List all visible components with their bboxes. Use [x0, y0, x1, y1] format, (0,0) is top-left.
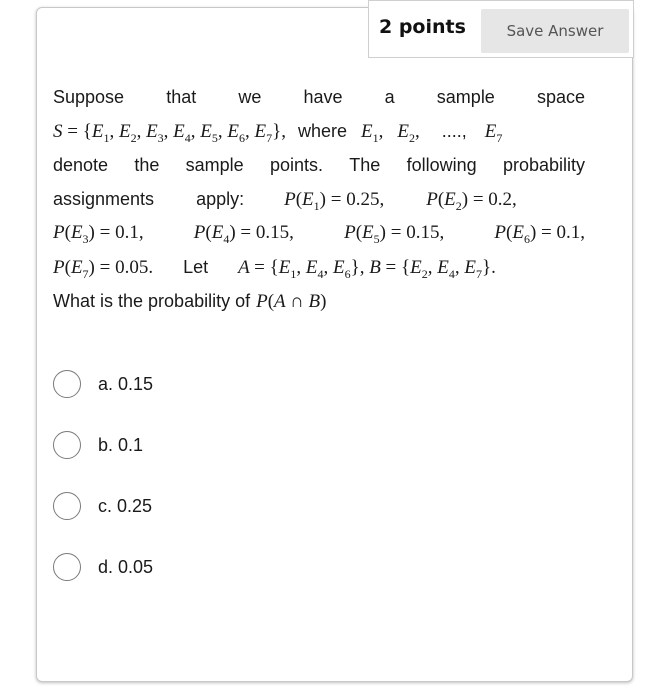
word: What is the probability of: [53, 291, 251, 311]
prob-e4: $P(E_4) = 0.15$,: [193, 222, 294, 246]
prob-e3: $P(E_3) = 0.1$,: [53, 222, 144, 246]
word: denote: [53, 155, 109, 175]
answer-options: [53, 365, 153, 609]
ellipsis: ....,: [441, 121, 467, 141]
save-answer-button[interactable]: Save Answer: [481, 9, 629, 53]
word: where: [297, 121, 348, 141]
target-formula: P(A ∩ B): [256, 291, 327, 312]
word: have: [303, 87, 343, 107]
word: a: [384, 87, 395, 107]
option-label: d. 0.05: [98, 556, 154, 577]
prob-e1: $P(E_1) = 0.25$,: [284, 189, 385, 213]
word: following: [406, 155, 477, 175]
word: points.: [269, 155, 324, 175]
sample-space-formula: $S = \{E_1$, $E_2$, $E_3$, $E_4$, $E_5$, $E_6$, $E_7$},: [53, 121, 286, 145]
option-label: a. 0.15: [98, 373, 154, 394]
radio-button[interactable]: [53, 492, 81, 520]
points-label: 2 points: [379, 16, 466, 38]
word: sample: [185, 155, 244, 175]
question-header: [368, 0, 634, 58]
option-d[interactable]: [53, 548, 153, 586]
prob-e7: $P(E_7) = 0.05$.: [53, 257, 154, 281]
question-line-1: [53, 80, 585, 114]
word: apply:: [196, 189, 245, 209]
radio-button[interactable]: [53, 431, 81, 459]
word: The: [349, 155, 381, 175]
sets-formula: $A = \{E_1$, $E_4$, $E_6$}, $B = \{E_2$, $E_4$, $E_7$}.: [238, 257, 496, 281]
word: Suppose: [53, 87, 125, 107]
prob-e6: $P(E_6) = 0.1$,: [494, 222, 585, 246]
word: Let: [183, 257, 209, 277]
question-text: [53, 80, 585, 318]
word: that: [166, 87, 197, 107]
word: assignments: [53, 189, 155, 209]
option-c[interactable]: [53, 487, 153, 525]
option-b[interactable]: [53, 426, 153, 464]
question-line-2: [53, 114, 585, 148]
option-a[interactable]: [53, 365, 153, 403]
math-e7: $E_7$: [484, 121, 503, 145]
option-label: c. 0.25: [98, 495, 153, 516]
math-e1: $E_1$,: [361, 121, 384, 145]
word: probability: [502, 155, 585, 175]
prob-e2: $P(E_2) = 0.2$,: [426, 189, 517, 213]
word: sample: [436, 87, 495, 107]
word: we: [238, 87, 262, 107]
question-line-7: [53, 284, 585, 318]
option-label: b. 0.1: [98, 434, 144, 455]
prob-e5: $P(E_5) = 0.15$,: [344, 222, 445, 246]
word: space: [536, 87, 585, 107]
question-line-4: [53, 182, 585, 216]
radio-button[interactable]: [53, 370, 81, 398]
word: the: [134, 155, 160, 175]
math-e2: $E_2$,: [397, 121, 420, 145]
radio-button[interactable]: [53, 553, 81, 581]
